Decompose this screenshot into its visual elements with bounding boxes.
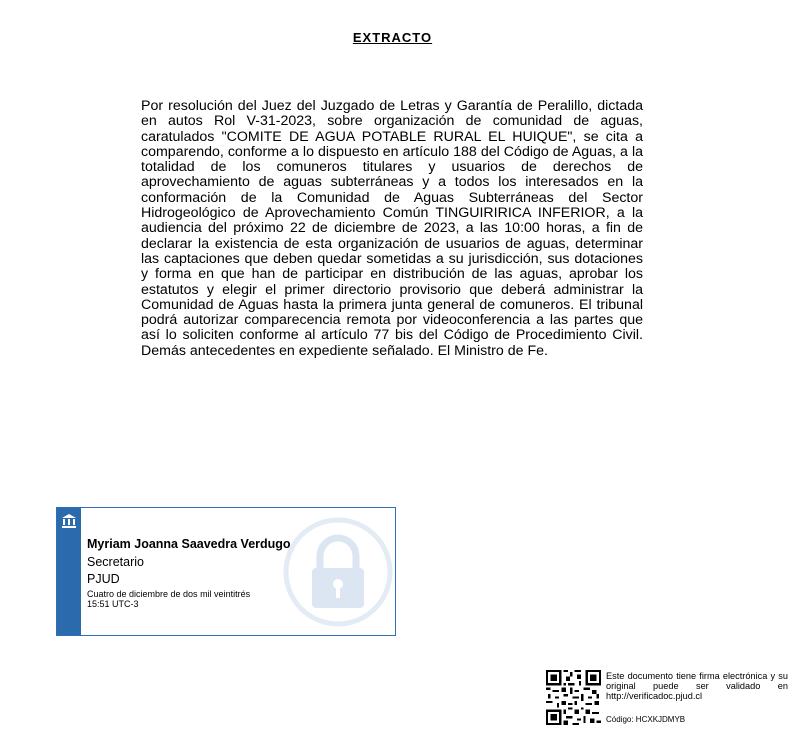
verification-note: Este documento tiene firma electrónica y su original puede ser validado en http://verificadoc.pjud.cl — [606, 671, 788, 701]
signer-name: Myriam Joanna Saavedra Verdugo — [87, 537, 291, 551]
signer-role: Secretario — [87, 555, 144, 569]
electronic-signature-box — [56, 507, 396, 636]
signature-side-bar — [57, 508, 81, 635]
qr-code-icon — [546, 670, 601, 725]
document-title: EXTRACTO — [352, 30, 433, 45]
signature-date: Cuatro de diciembre de dos mil veintitrés — [87, 589, 251, 599]
signer-organization: PJUD — [87, 572, 120, 586]
verification-code: Código: HCXKJDMYB — [606, 715, 686, 724]
document-body: Por resolución del Juez del Juzgado de Letras y Garantía de Peralillo, dictada en autos Rol V-31-2023, sobre organización de comunidad de aguas, caratulados "COMITE DE AGUA POTABLE RURAL EL HUIQUE", se cita a comparendo, conforme a lo dispuesto en artículo 188 del Código de Aguas, a la totalidad de los comuneros titulares y usuarios de derechos de aprovechamiento de aguas subterráneas y a todos los interesados en la conformación de la Comunidad de Aguas Subterráneas del Sector Hidrogeológico de Aprovechamiento Común TINGUIRIRICA INFERIOR, a la audiencia del próximo 22 de diciembre de 2023, a las 10:00 horas, a fin de declarar la existencia de esta organización de usuarios de aguas, determinar las captaciones que deben quedar sometidas a su jurisdicción, sus dotaciones y forma en que han de participar en distribución de las aguas, aprobar los estatutos y elegir el primer directorio provisorio que deberá administrar la Comunidad de Aguas hasta la primera junta general de comuneros. El tribunal podrá autorizar comparecencia remota por videoconferencia a las partes que así lo soliciten conforme al artículo 77 bis del Código de Procedimiento Civil. Demás antecedentes en expediente señalado. El Ministro de Fe. — [141, 98, 643, 359]
courthouse-icon — [61, 513, 77, 529]
lock-icon — [282, 516, 394, 628]
signature-time: 15:51 UTC-3 — [87, 599, 139, 609]
signature-timestamp — [87, 589, 307, 609]
